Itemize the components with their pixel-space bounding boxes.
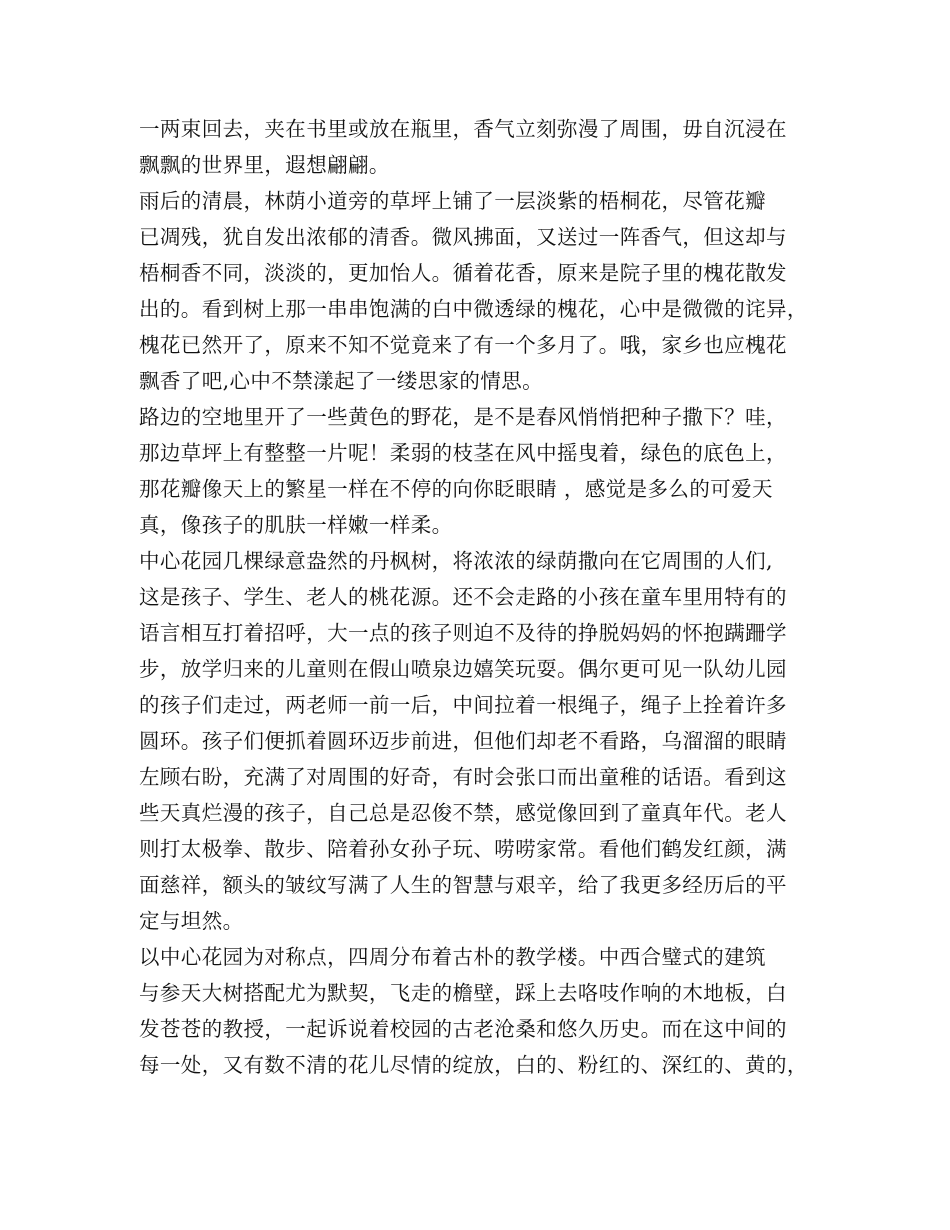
text-line: 真，像孩子的肌肤一样嫩一样柔。: [139, 513, 453, 537]
text-line: 定与坦然。: [139, 909, 244, 933]
text-line: 槐花已然开了，原来不知不觉竟来了有一个多月了。哦，家乡也应槐花: [139, 333, 787, 357]
body-text: [139, 111, 839, 1083]
text-line: 以中心花园为对称点，四周分布着古朴的教学楼。中西合璧式的建筑: [139, 945, 766, 969]
text-line: 中心花园几棵绿意盎然的丹枫树，将浓浓的绿荫撒向在它周围的人们,: [139, 549, 773, 573]
text-line: 已凋残，犹自发出浓郁的清香。微风拂面，又送过一阵香气，但这却与: [139, 225, 787, 249]
text-line: 这是孩子、学生、老人的桃花源。还不会走路的小孩在童车里用特有的: [139, 585, 787, 609]
text-line: 左顾右盼，充满了对周围的好奇，有时会张口而出童稚的话语。看到这: [139, 765, 787, 789]
text-line: 圆环。孩子们便抓着圆环迈步前进，但他们却老不看路，乌溜溜的眼睛: [139, 729, 787, 753]
text-line: 飘飘的世界里，遐想翩翩。: [139, 153, 390, 177]
text-line: 面慈祥，额头的皱纹写满了人生的智慧与艰辛，给了我更多经历后的平: [139, 873, 787, 897]
text-line: 语言相互打着招呼，大一点的孩子则迫不及待的挣脱妈妈的怀抱蹒跚学: [139, 621, 787, 645]
text-line: 雨后的清晨，林荫小道旁的草坪上铺了一层淡紫的梧桐花，尽管花瓣: [139, 189, 766, 213]
text-line: 一两束回去，夹在书里或放在瓶里，香气立刻弥漫了周围，毋自沉浸在: [139, 117, 787, 141]
text-line: 梧桐香不同，淡淡的，更加怡人。循着花香，原来是院子里的槐花散发: [139, 261, 787, 285]
text-line: 那边草坪上有整整一片呢！柔弱的枝茎在风中摇曳着，绿色的底色上，: [139, 441, 787, 465]
text-line: 每一处，又有数不清的花儿尽情的绽放，白的、粉红的、深红的、黄的，: [139, 1053, 808, 1077]
text-line: 则打太极拳、散步、陪着孙女孙子玩、唠唠家常。看他们鹤发红颜，满: [139, 837, 787, 861]
text-line: 步，放学归来的儿童则在假山喷泉边嬉笑玩耍。偶尔更可见一队幼儿园: [139, 657, 787, 681]
text-line: 飘香了吧,心中不禁漾起了一缕思家的情思。: [139, 369, 544, 393]
text-line: 与参天大树搭配尤为默契，飞走的檐壁，踩上去咯吱作响的木地板，白: [139, 981, 787, 1005]
text-line: 路边的空地里开了一些黄色的野花，是不是春风悄悄把种子撒下？哇，: [139, 405, 787, 429]
text-line: 发苍苍的教授，一起诉说着校园的古老沧桑和悠久历史。而在这中间的: [139, 1017, 787, 1041]
text-line: 那花瓣像天上的繁星一样在不停的向你眨眼睛 ，感觉是多么的可爱天: [139, 477, 773, 501]
text-line: 出的。看到树上那一串串饱满的白中微透绿的槐花，心中是微微的诧异，: [139, 297, 808, 321]
text-line: 的孩子们走过，两老师一前一后，中间拉着一根绳子，绳子上拴着许多: [139, 693, 787, 717]
text-line: 些天真烂漫的孩子，自己总是忍俊不禁，感觉像回到了童真年代。老人: [139, 801, 787, 825]
